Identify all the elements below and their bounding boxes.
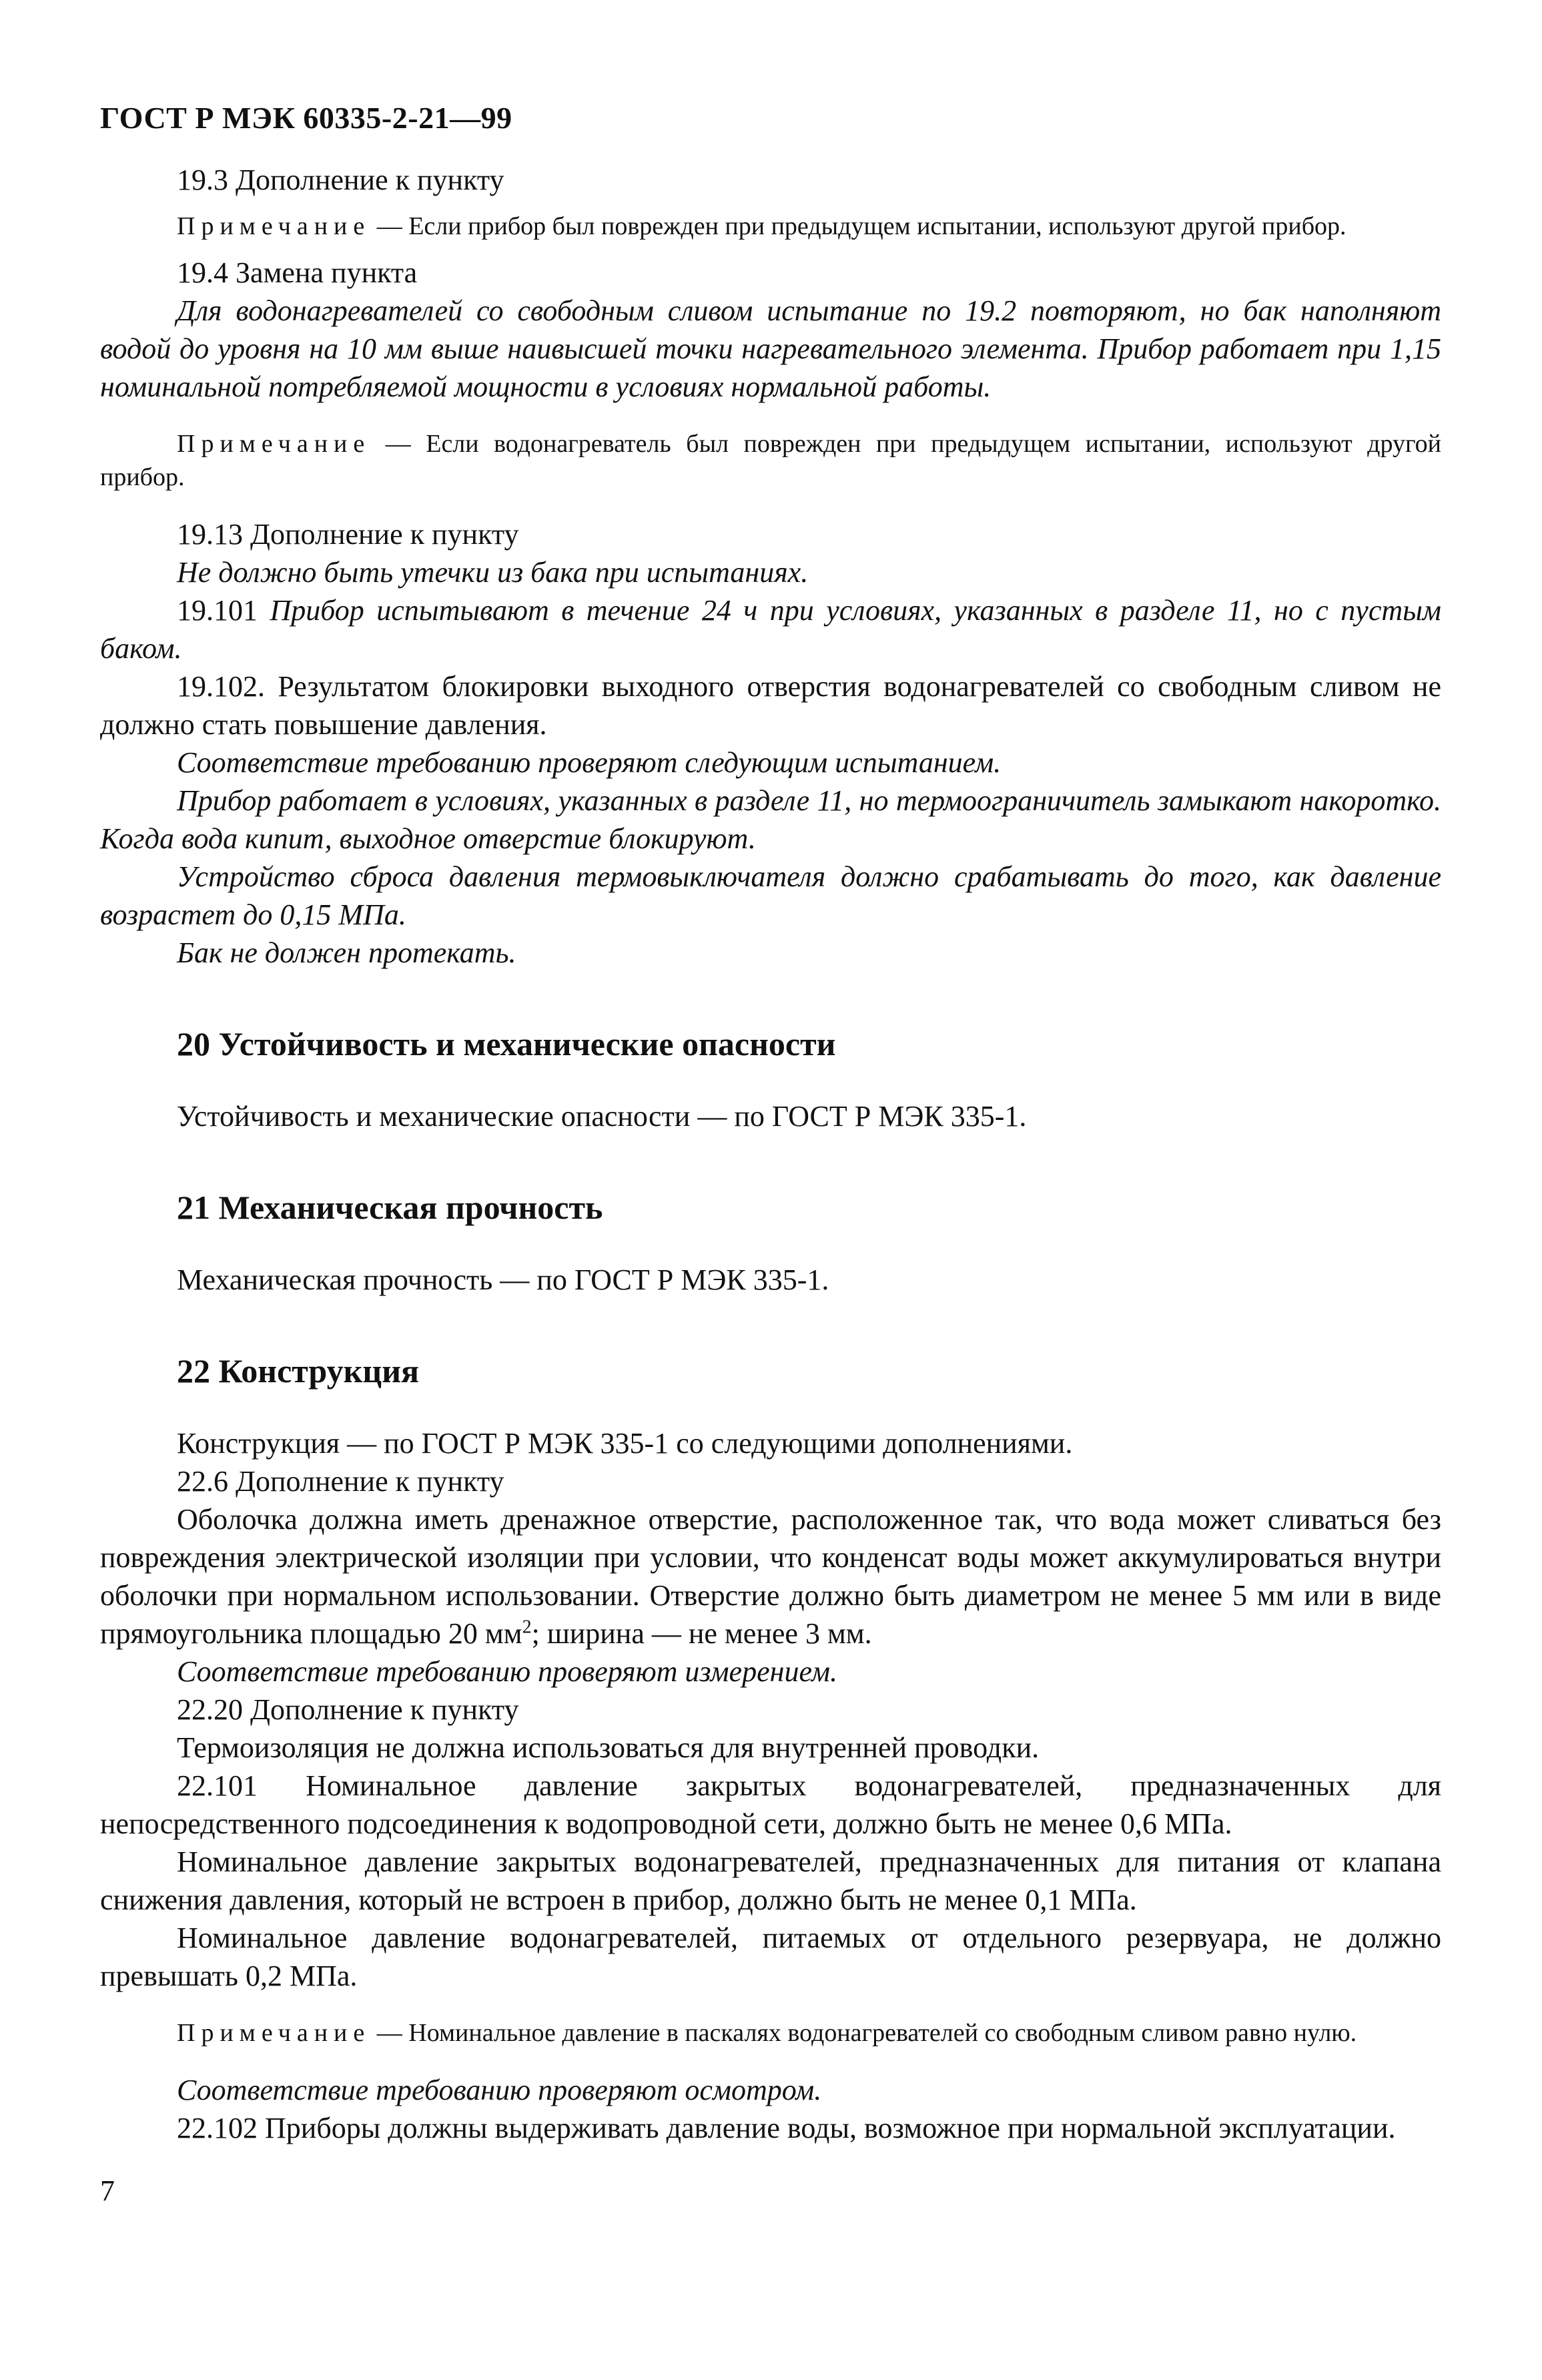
document-page [100, 100, 1441, 2208]
section-22-heading: 22 Конструкция [177, 1352, 420, 1390]
clause-22-101: 22.101 Номинальное давление закрытых водонагревателей, предназначенных для непосредственного подсоединения к водопроводной сети, должно быть не менее 0,6 МПа. [100, 1769, 1441, 1840]
section-20-heading: 20 Устойчивость и механические опасности [177, 1025, 836, 1063]
compliance-check: Соответствие требованию проверяют следующим испытанием. [177, 746, 1002, 779]
clause-22-102: 22.102 Приборы должны выдерживать давление воды, возможное при нормальной эксплуатации. [177, 2112, 1396, 2144]
clause-19-4-text: Для водонагревателей со свободным сливом испытание по 19.2 повторяют, но бак наполняют водой до уровня на 10 мм выше наивысшей точки нагревательного элемента. Прибор работает при 1,15 номинальной потребляемой мощности в условиях нормальной работы. [100, 294, 1441, 403]
clause-19-13-title: 19.13 Дополнение к пункту [177, 518, 519, 551]
clause-22-20-title: 22.20 Дополнение к пункту [177, 1693, 519, 1726]
page-number: 7 [100, 2174, 115, 2207]
clause-19-4-title: 19.4 Замена пункта [177, 256, 418, 289]
section-20-text: Устойчивость и механические опасности — по ГОСТ Р МЭК 335-1. [177, 1100, 1027, 1133]
note-text: — Номинальное давление в паскалях водонагревателей со свободным сливом равно нулю. [376, 2019, 1357, 2047]
clause-text: Прибор испытывают в течение 24 ч при условиях, указанных в разделе 11, но с пустым баком. [100, 594, 1442, 665]
section-21-text: Механическая прочность — по ГОСТ Р МЭК 335-1. [177, 1263, 829, 1296]
test-conditions: Прибор работает в условиях, указанных в разделе 11, но термоограничитель замыкают накоротко. Когда вода кипит, выходное отверстие блокируют. [100, 784, 1441, 855]
clause-19-3-title: 19.3 Дополнение к пункту [177, 164, 504, 196]
section-21-heading: 21 Механическая прочность [177, 1189, 603, 1226]
superscript: 2 [522, 1616, 532, 1638]
clause-text-part: ; ширина — не менее 3 мм. [531, 1617, 872, 1650]
note-text: — Если прибор был поврежден при предыдущем испытании, используют другой прибор. [376, 212, 1346, 240]
note-19-3 [100, 210, 1441, 243]
clause-19-13-text: Не должно быть утечки из бака при испытаниях. [177, 556, 809, 589]
pressure-relief-requirement: Устройство сброса давления термовыключателя должно срабатывать до того, как давление возрастет до 0,15 МПа. [100, 860, 1441, 931]
note-19-4 [100, 427, 1441, 494]
clause-19-101 [100, 591, 1441, 667]
clause-22-101-b: Номинальное давление закрытых водонагревателей, предназначенных для питания от клапана снижения давления, который не встроен в прибор, должно быть не менее 0,1 МПа. [100, 1845, 1441, 1916]
note-label: Примечание [177, 212, 371, 240]
tank-leak-requirement: Бак не должен протекать. [177, 936, 516, 969]
clause-number: 19.101 [177, 594, 258, 627]
compliance-inspection: Соответствие требованию проверяют осмотром. [177, 2074, 822, 2106]
note-22-101 [100, 2016, 1441, 2050]
document-header: ГОСТ Р МЭК 60335-2-21—99 [100, 101, 512, 135]
clause-22-20-text: Термоизоляция не должна использоваться для внутренней проводки. [177, 1731, 1040, 1764]
clause-text-part: Оболочка должна иметь дренажное отверстие, расположенное так, что вода может сливаться без повреждения электрической изоляции при условии, что конденсат воды может аккумулироваться внутри оболочки при нормальном использовании. Отверстие должно быть диаметром не менее 5 мм или в виде прямоугольника площадью 20 мм [100, 1503, 1441, 1650]
note-label: Примечание [177, 430, 371, 458]
section-22-intro: Конструкция — по ГОСТ Р МЭК 335-1 со следующими дополнениями. [177, 1427, 1073, 1460]
clause-22-101-c: Номинальное давление водонагревателей, питаемых от отдельного резервуара, не должно превышать 0,2 МПа. [100, 1921, 1441, 1992]
clause-22-6-title: 22.6 Дополнение к пункту [177, 1465, 504, 1498]
note-label: Примечание [177, 2019, 371, 2047]
clause-22-6-text [100, 1500, 1441, 1653]
note-text: — Если водонагреватель был поврежден при предыдущем испытании, используют другой прибор. [100, 430, 1441, 491]
clause-19-102: 19.102. Результатом блокировки выходного отверстия водонагревателей со свободным сливом не должно стать повышение давления. [100, 670, 1441, 741]
compliance-measurement: Соответствие требованию проверяют измерением. [177, 1655, 837, 1688]
